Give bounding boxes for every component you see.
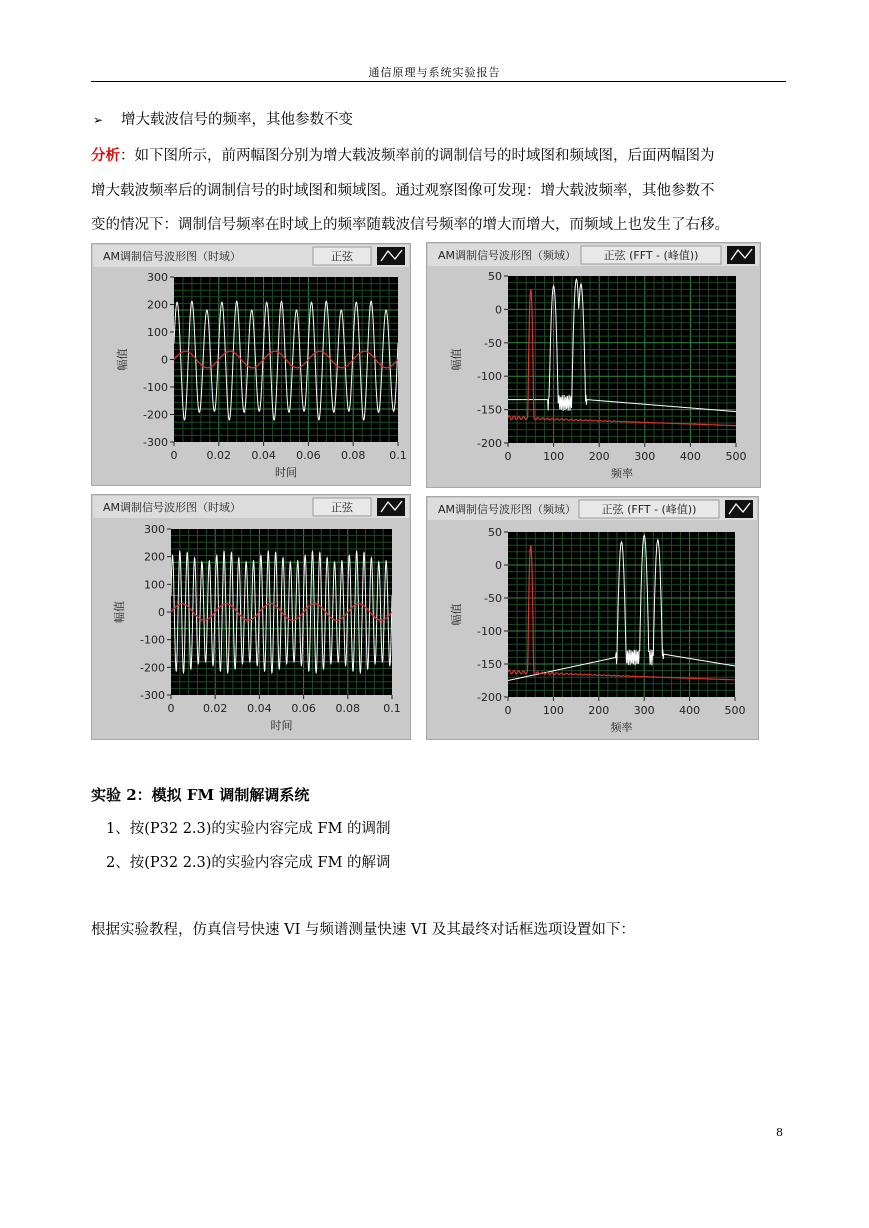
analysis-line-1	[91, 146, 715, 166]
x-tick-label: 0.04	[251, 449, 276, 462]
chart-title: AM调制信号波形图（时域）	[103, 501, 242, 514]
x-tick-label: 300	[634, 450, 656, 463]
x-tick-label: 0	[170, 449, 178, 462]
x-tick-label: 200	[588, 704, 610, 717]
x-axis-label: 频率	[611, 467, 633, 480]
y-axis-label: 幅值	[116, 348, 129, 371]
waveform-icon	[727, 246, 755, 264]
mode-label: 正弦 (FFT - (峰值))	[601, 503, 697, 516]
x-tick-label: 0	[504, 450, 512, 463]
y-tick-label: 0	[495, 303, 502, 317]
x-tick-label: 0.06	[296, 449, 321, 462]
x-tick-label: 0.06	[291, 702, 316, 715]
x-tick-label: 200	[588, 450, 610, 463]
y-tick-label: -200	[140, 661, 165, 675]
header-divider	[91, 81, 786, 82]
y-tick-label: 200	[144, 550, 165, 564]
x-axis-label: 频率	[610, 721, 633, 734]
chart-title: AM调制信号波形图（频域）	[438, 249, 577, 262]
y-axis-label: 幅值	[113, 601, 126, 623]
y-tick-label: 0	[495, 559, 502, 572]
y-tick-label: -200	[143, 408, 168, 422]
y-tick-label: -300	[140, 689, 165, 702]
y-tick-label: 0	[158, 606, 165, 619]
analysis-line-3: 变的情况下：调制信号频率在时域上的频率随载波信号频率的增大而增大，而频域上也发生了右移。	[91, 217, 729, 233]
x-tick-label: 400	[679, 704, 701, 717]
chart-svg	[426, 496, 759, 740]
x-axis-label: 时间	[270, 719, 293, 732]
x-tick-label: 0.08	[335, 702, 361, 715]
y-tick-label: -100	[143, 381, 168, 394]
chart-svg	[426, 242, 761, 488]
x-tick-label: 300	[633, 704, 655, 717]
y-tick-label: -150	[477, 658, 502, 671]
y-tick-label: 0	[161, 353, 168, 367]
waveform-icon	[377, 498, 405, 516]
y-tick-label: -100	[477, 370, 502, 384]
y-axis-label: 幅值	[450, 603, 463, 626]
x-tick-label: 500	[724, 704, 746, 717]
x-tick-label: 0.04	[247, 702, 272, 715]
y-tick-label: -200	[477, 437, 502, 450]
y-tick-label: -150	[477, 403, 502, 417]
experiment2-item-1: 1、按(P32 2.3)的实验内容完成 FM 的调制	[106, 821, 391, 837]
chart-title: AM调制信号波形图（频域）	[438, 503, 577, 516]
x-tick-label: 0.02	[202, 702, 228, 715]
mode-label: 正弦 (FFT - (峰值))	[603, 249, 699, 262]
y-tick-label: 100	[147, 326, 168, 339]
experiment2-item-2: 2、按(P32 2.3)的实验内容完成 FM 的解调	[106, 855, 391, 871]
y-tick-label: 100	[144, 578, 165, 592]
x-tick-label: 0.08	[340, 449, 366, 462]
x-tick-label: 400	[679, 450, 701, 463]
y-tick-label: -50	[484, 336, 502, 350]
page-number: 8	[776, 1126, 783, 1139]
chart-panel-time-before	[91, 243, 411, 486]
x-tick-label: 0	[504, 704, 512, 717]
analysis-label: 分析	[91, 147, 120, 164]
y-tick-label: 50	[488, 270, 502, 283]
chart-svg	[91, 494, 411, 740]
y-tick-label: -50	[484, 592, 502, 605]
x-tick-label: 0	[167, 702, 175, 715]
waveform-icon	[377, 247, 405, 265]
x-tick-label: 0.02	[206, 449, 232, 462]
chart-panel-freq-after	[426, 496, 759, 740]
page-header: 通信原理与系统实验报告	[368, 66, 501, 79]
x-tick-label: 0.1	[389, 449, 407, 462]
x-tick-label: 100	[543, 450, 565, 463]
x-tick-label: 500	[725, 450, 747, 463]
x-tick-label: 100	[542, 704, 564, 717]
experiment2-title: 实验 2：模拟 FM 调制解调系统	[91, 786, 310, 804]
chart-svg	[91, 243, 411, 486]
chart-panel-freq-before	[426, 242, 761, 488]
experiment2-note: 根据实验教程，仿真信号快速 VI 与频谱测量快速 VI 及其最终对话框选项设置如下：	[91, 922, 635, 938]
y-tick-label: -200	[477, 691, 502, 704]
y-tick-label: -100	[477, 625, 502, 638]
chart-panel-time-after	[91, 494, 411, 740]
y-tick-label: 200	[147, 298, 168, 312]
mode-label: 正弦	[331, 250, 353, 263]
y-tick-label: -300	[143, 436, 168, 449]
bullet-text: 增大载波信号的频率，其他参数不变	[121, 112, 353, 128]
waveform-icon	[725, 500, 753, 518]
chart-title: AM调制信号波形图（时域）	[103, 250, 242, 263]
y-tick-label: 300	[144, 523, 165, 536]
bullet-arrow-icon: ➢	[93, 113, 104, 127]
y-tick-label: -100	[140, 633, 165, 647]
x-tick-label: 0.1	[383, 702, 401, 715]
analysis-text-1: ：如下图所示，前两幅图分别为增大载波频率前的调制信号的时域图和频域图，后面两幅图为	[120, 148, 715, 164]
mode-label: 正弦	[331, 501, 353, 514]
analysis-line-2: 增大载波频率后的调制信号的时域图和频域图。通过观察图像可发现：增大载波频率，其他参数不	[91, 183, 715, 199]
x-axis-label: 时间	[275, 466, 297, 479]
y-tick-label: 50	[488, 526, 502, 539]
y-axis-label: 幅值	[450, 348, 463, 371]
y-tick-label: 300	[147, 271, 168, 284]
